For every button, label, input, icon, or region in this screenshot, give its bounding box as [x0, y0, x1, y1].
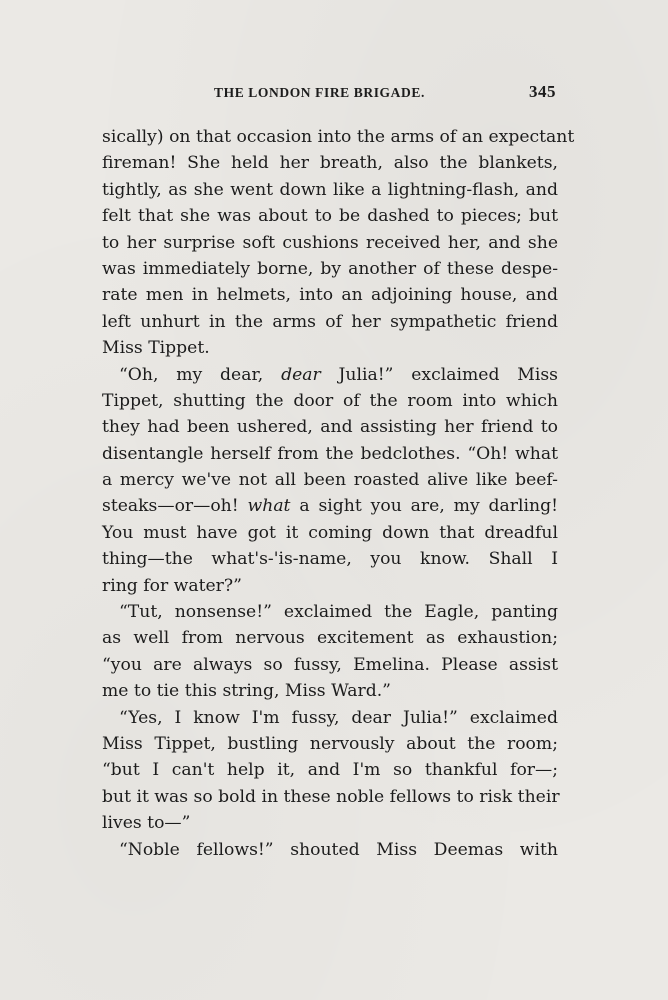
text-line: Miss Tippet. [102, 338, 210, 359]
text-line: but it was so bold in these noble fellows to risk their [102, 786, 560, 807]
text-line: You must have got it coming down that dreadful [102, 522, 558, 543]
text-line [102, 362, 558, 388]
text-line: “Noble fellows!” shouted Miss Deemas with [119, 839, 558, 860]
text-line: rate men in helmets, into an adjoining house, and [102, 285, 558, 306]
italic-run: what [247, 496, 291, 517]
text-line: disentangle herself from the bedclothes. “Oh! what [102, 443, 558, 464]
text-line: ring for water?” [102, 575, 242, 596]
text-line: thing—the what's-'is-name, you know. Shall I [102, 549, 558, 570]
text-line: Miss Tippet, bustling nervously about the room; [102, 733, 558, 754]
text-line: as well from nervous excitement as exhaustion; [102, 628, 558, 649]
text-line: they had been ushered, and assisting her friend to [102, 417, 558, 438]
page-number: 345 [529, 82, 556, 101]
text-line: “Tut, nonsense!” exclaimed the Eagle, panting [119, 602, 558, 623]
text-line: “Yes, I know I'm fussy, dear Julia!” exclaimed [119, 707, 558, 728]
text-line: “you are always so fussy, Emelina. Please assist [102, 654, 558, 675]
text-run: Julia!” exclaimed Miss [320, 364, 558, 385]
text-line: lives to—” [102, 813, 191, 834]
text-line: sically) on that occasion into the arms of an expectant [102, 127, 575, 147]
text-line: a mercy we've not all been roasted alive like beef- [102, 470, 558, 491]
text-line: Tippet, shutting the door of the room into which [102, 390, 558, 411]
text-line: left unhurt in the arms of her sympathetic friend [102, 311, 558, 332]
text-line: fireman! She held her breath, also the blankets, [102, 153, 558, 174]
text-run: steaks—or—oh! [102, 496, 248, 517]
text-line: was immediately borne, by another of these despe- [102, 258, 558, 279]
text-run: “Oh, my dear, [119, 364, 282, 385]
text-line [102, 493, 558, 519]
page-header [100, 82, 556, 108]
text-line: felt that she was about to be dashed to pieces; but [102, 206, 558, 227]
text-run: a sight you are, my darling! [290, 496, 558, 517]
text-line: to her surprise soft cushions received her, and she [102, 232, 558, 253]
body-text [102, 124, 575, 863]
text-line: me to tie this string, Miss Ward.” [102, 681, 391, 702]
italic-run: dear [281, 364, 321, 385]
text-line: tightly, as she went down like a lightning-flash, and [102, 179, 558, 200]
text-line: “but I can't help it, and I'm so thankful for—; [102, 760, 558, 781]
running-head: THE LONDON FIRE BRIGADE. [214, 85, 425, 100]
